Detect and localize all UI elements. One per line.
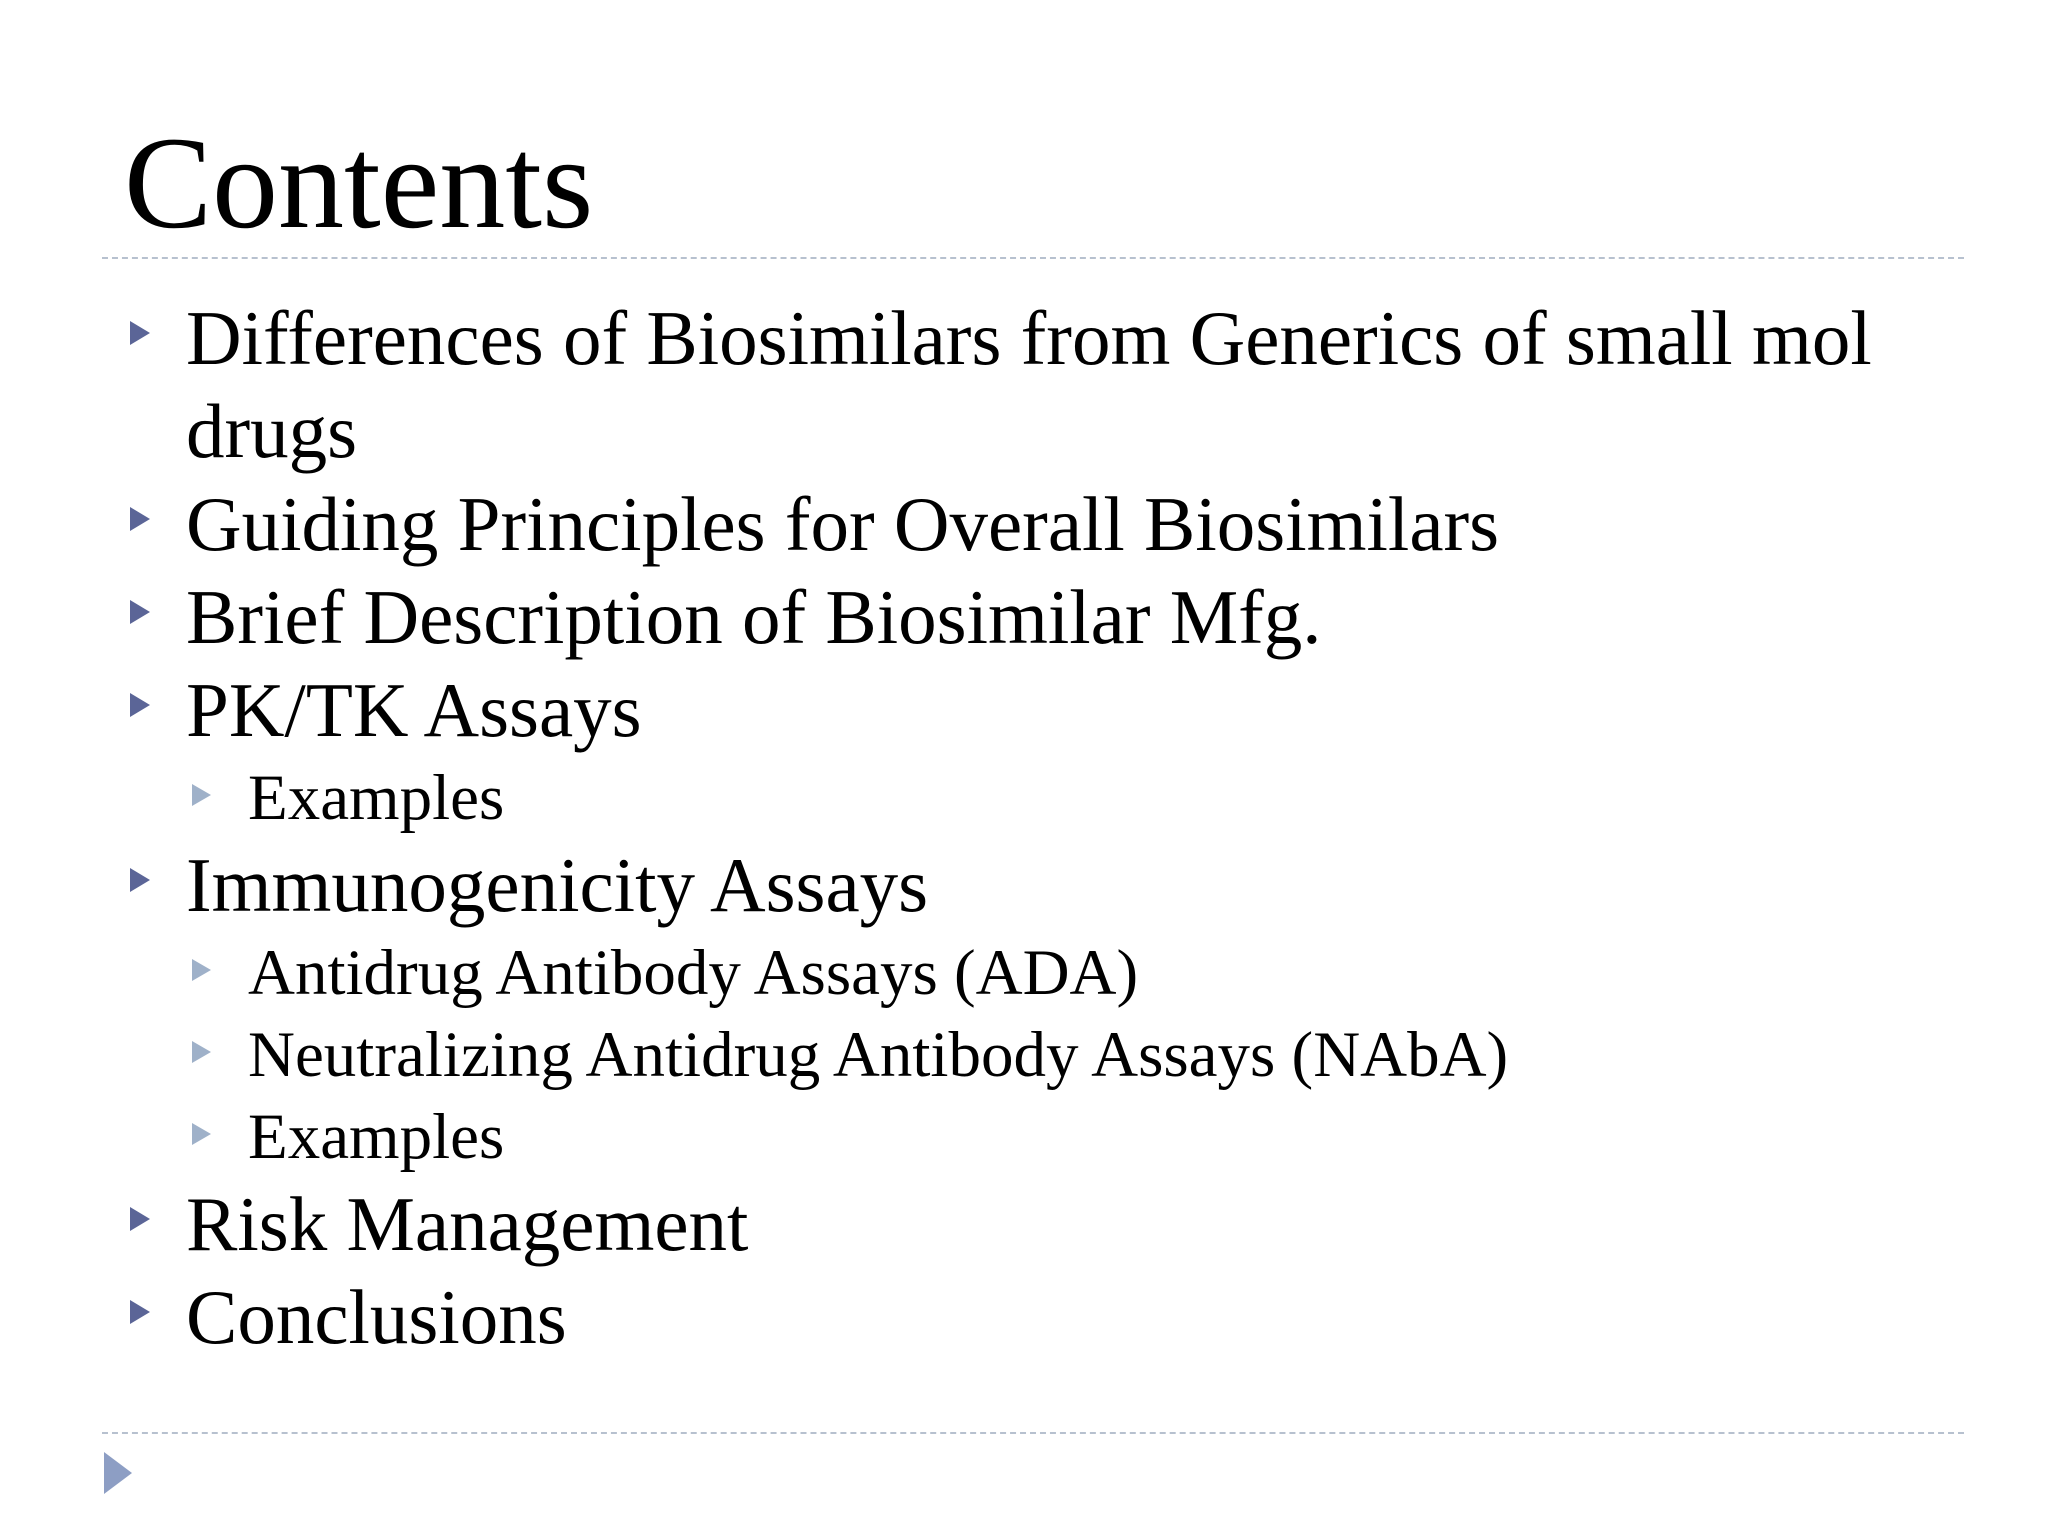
list-item-label: Risk Management xyxy=(186,1181,749,1267)
list-item-label: Differences of Biosimilars from Generics of small mol drugs xyxy=(186,295,1872,474)
sub-list-item-label: Neutralizing Antidrug Antibody Assays (NAbA) xyxy=(248,1019,1509,1091)
list-item-label: Guiding Principles for Overall Biosimilars xyxy=(186,481,1500,567)
list-item-label: Brief Description of Biosimilar Mfg. xyxy=(186,574,1322,660)
next-slide-arrow-icon xyxy=(104,1452,132,1494)
list-item-label: Conclusions xyxy=(186,1274,567,1360)
triangle-right-icon xyxy=(130,321,150,345)
slide-title: Contents xyxy=(124,109,594,256)
footer-divider xyxy=(102,1432,1964,1434)
list-item xyxy=(124,839,1954,1178)
triangle-right-icon xyxy=(130,1207,150,1231)
triangle-right-icon xyxy=(130,600,150,624)
list-item xyxy=(124,664,1954,839)
list-item xyxy=(124,1271,1954,1364)
list-item xyxy=(124,1178,1954,1271)
list-item-label: Immunogenicity Assays xyxy=(186,842,929,928)
sub-list-item xyxy=(186,1014,1954,1096)
sub-list xyxy=(186,932,1954,1178)
list-item xyxy=(124,571,1954,664)
triangle-right-icon xyxy=(192,959,211,981)
triangle-right-icon xyxy=(192,1041,211,1063)
title-divider xyxy=(102,257,1964,259)
sub-list-item-label: Examples xyxy=(248,1101,505,1173)
triangle-right-icon xyxy=(130,507,150,531)
sub-list-item xyxy=(186,1096,1954,1178)
sub-list-item xyxy=(186,757,1954,839)
list-item xyxy=(124,478,1954,571)
triangle-right-icon xyxy=(130,693,150,717)
sub-list-item-label: Examples xyxy=(248,762,505,834)
list-item-label: PK/TK Assays xyxy=(186,667,642,753)
sub-list-item-label: Antidrug Antibody Assays (ADA) xyxy=(248,937,1139,1009)
contents-list xyxy=(124,292,1954,1364)
triangle-right-icon xyxy=(192,1123,211,1145)
list-item xyxy=(124,292,1954,478)
triangle-right-icon xyxy=(192,784,211,806)
triangle-right-icon xyxy=(130,868,150,892)
sub-list xyxy=(186,757,1954,839)
sub-list-item xyxy=(186,932,1954,1014)
triangle-right-icon xyxy=(130,1300,150,1324)
